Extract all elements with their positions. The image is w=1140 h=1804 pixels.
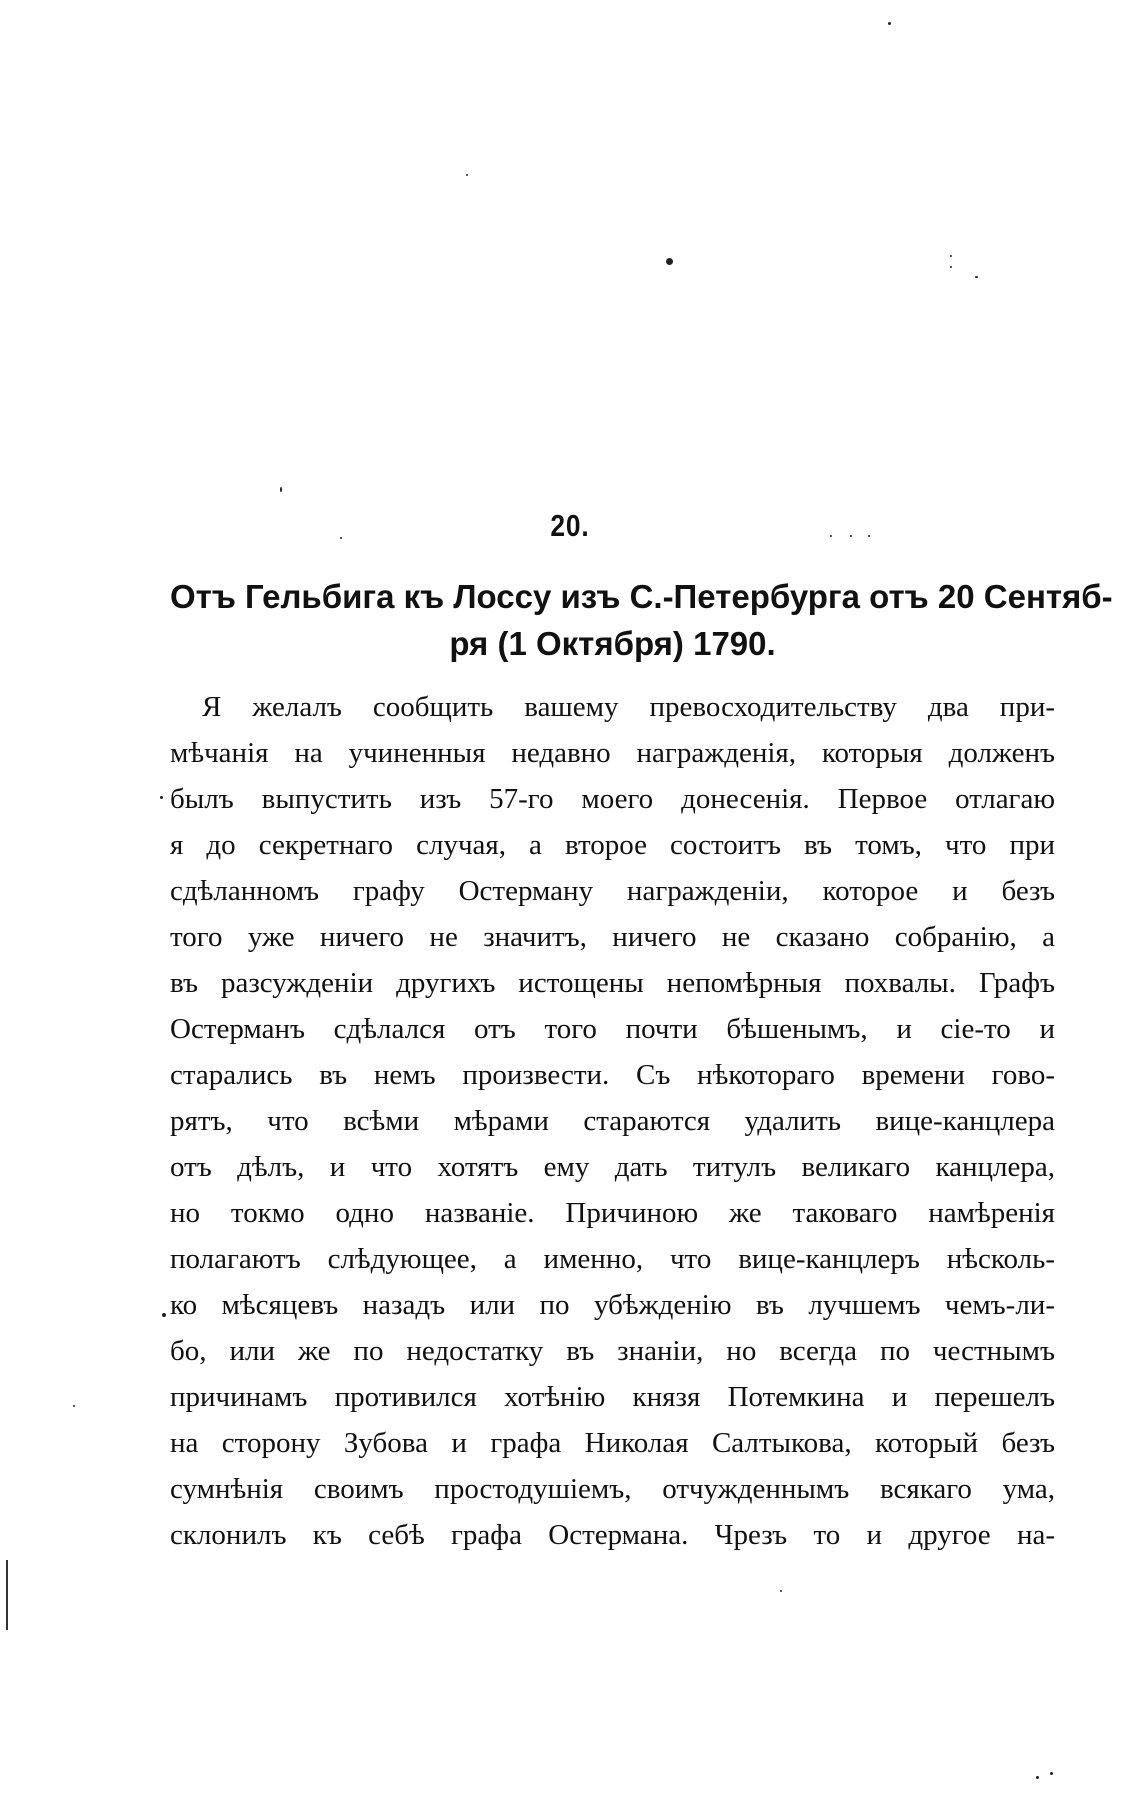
body-line: Я желалъ сообщить вашему превосходительству два при- xyxy=(202,691,1055,723)
body-line: но токмо одно названіе. Причиною же таковаго намѣренія xyxy=(170,1197,1055,1229)
body-line: былъ выпустить изъ 57-го моего донесенія. Первое отлагаю xyxy=(170,783,1055,815)
body-line: я до секретнаго случая, а второе состоитъ въ томъ, что при xyxy=(170,829,1055,861)
body-line: склонилъ къ себѣ графа Остермана. Чрезъ то и другое на- xyxy=(170,1519,1055,1551)
body-line: старались въ немъ произвести. Съ нѣкотораго времени гово- xyxy=(170,1059,1055,1091)
body-line: сдѣланномъ графу Остерману награжденіи, которое и безъ xyxy=(170,875,1055,907)
body-line: на сторону Зубова и графа Николая Салтыкова, который безъ xyxy=(170,1427,1055,1459)
body-line: полагаютъ слѣдующее, а именно, что вице-канцлеръ нѣсколь- xyxy=(170,1243,1055,1275)
body-line: рятъ, что всѣми мѣрами стараются удалить вице-канцлера xyxy=(170,1105,1055,1137)
scan-speck xyxy=(1050,1772,1053,1775)
scan-speck xyxy=(975,276,978,278)
scan-speck xyxy=(950,266,952,268)
body-line: того уже ничего не значитъ, ничего не сказано собранію, а xyxy=(170,921,1055,953)
scan-speck xyxy=(780,1590,782,1592)
document-number: 20. xyxy=(550,508,590,543)
heading-line: Отъ Гельбига къ Лоссу изъ С.-Петербурга отъ 20 Сентяб- xyxy=(170,578,1113,615)
body-line: въ разсужденіи другихъ истощены непомѣрныя похвалы. Графъ xyxy=(170,967,1055,999)
body-line: сумнѣнія своимъ простодушіемъ, отчужденнымъ всякаго ума, xyxy=(170,1473,1055,1505)
scan-speck xyxy=(666,258,673,265)
scan-speck xyxy=(1036,1776,1039,1779)
heading-line: ря (1 Октября) 1790. xyxy=(449,625,776,662)
scan-speck xyxy=(73,1405,75,1407)
scan-speck xyxy=(888,22,891,25)
body-line: Остерманъ сдѣлался отъ того почти бѣшенымъ, и сіе-то и xyxy=(170,1013,1055,1045)
scan-speck xyxy=(466,174,468,176)
body-line: отъ дѣлъ, и что хотятъ ему дать титулъ великаго канцлера, xyxy=(170,1151,1055,1183)
scan-speck xyxy=(280,487,282,492)
body-line: ко мѣсяцевъ назадъ или по убѣжденію въ лучшемъ чемъ-ли- xyxy=(170,1289,1055,1321)
scan-speck xyxy=(162,1313,166,1317)
letter-body xyxy=(170,684,1055,1558)
scan-speck xyxy=(160,796,163,799)
body-line: причинамъ противился хотѣнію князя Потемкина и перешелъ xyxy=(170,1381,1055,1413)
body-line: бо, или же по недостатку въ знаніи, но всегда по честнымъ xyxy=(170,1335,1055,1367)
scan-edge-line xyxy=(6,1560,8,1630)
scan-speck xyxy=(950,255,952,257)
body-line: мѣчанія на учиненныя недавно награжденія, которыя долженъ xyxy=(170,737,1055,769)
